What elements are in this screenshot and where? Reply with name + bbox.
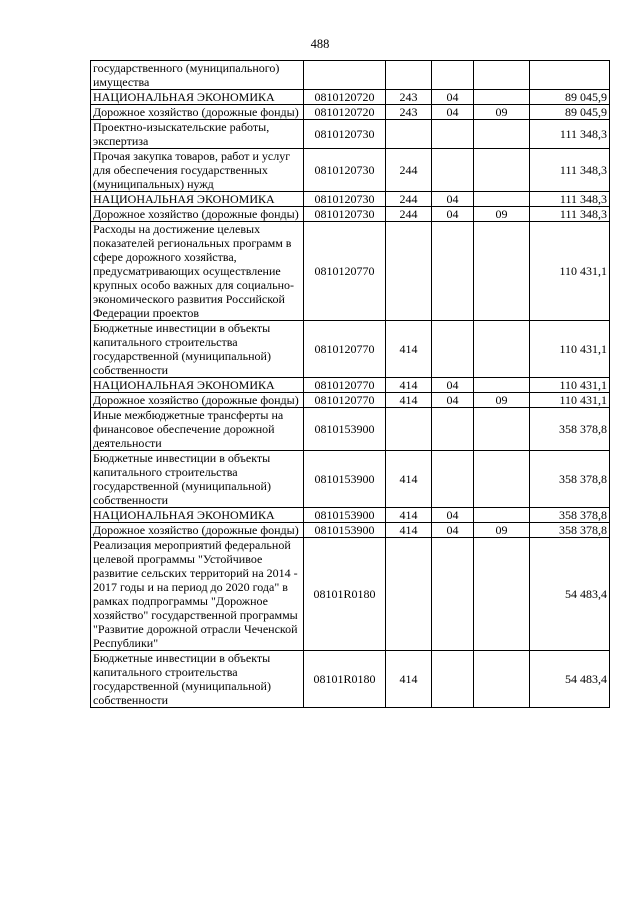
row-expense-type-cell [386, 61, 432, 90]
row-target-code-cell: 0810120730 [304, 207, 386, 222]
table-row [91, 61, 610, 90]
row-name-cell: Иные межбюджетные трансферты на финансовое обеспечение дорожной деятельности [91, 408, 304, 451]
table-row [91, 408, 610, 451]
row-amount-cell: 111 348,3 [530, 192, 610, 207]
row-expense-type-cell [386, 408, 432, 451]
row-amount-cell: 54 483,4 [530, 651, 610, 708]
row-name-cell: Проектно-изыскательские работы, экспертиза [91, 120, 304, 149]
row-target-code-cell: 0810120730 [304, 149, 386, 192]
table-row [91, 192, 610, 207]
budget-table-body [91, 61, 610, 708]
row-section-cell: 04 [432, 192, 474, 207]
row-expense-type-cell: 414 [386, 523, 432, 538]
table-row [91, 538, 610, 651]
row-section-cell [432, 408, 474, 451]
row-expense-type-cell [386, 120, 432, 149]
row-section-cell [432, 321, 474, 378]
row-subsection-cell [474, 61, 530, 90]
row-name-cell: Дорожное хозяйство (дорожные фонды) [91, 207, 304, 222]
row-name-cell: Дорожное хозяйство (дорожные фонды) [91, 393, 304, 408]
row-section-cell: 04 [432, 207, 474, 222]
row-subsection-cell [474, 222, 530, 321]
row-expense-type-cell: 244 [386, 149, 432, 192]
row-expense-type-cell: 244 [386, 192, 432, 207]
row-amount-cell: 111 348,3 [530, 207, 610, 222]
row-subsection-cell [474, 538, 530, 651]
row-target-code-cell: 0810120770 [304, 222, 386, 321]
row-section-cell: 04 [432, 90, 474, 105]
row-subsection-cell [474, 149, 530, 192]
row-section-cell [432, 538, 474, 651]
row-section-cell: 04 [432, 393, 474, 408]
row-target-code-cell: 0810120730 [304, 192, 386, 207]
row-amount-cell: 358 378,8 [530, 408, 610, 451]
row-subsection-cell: 09 [474, 523, 530, 538]
row-subsection-cell [474, 378, 530, 393]
row-target-code-cell: 0810120770 [304, 393, 386, 408]
row-expense-type-cell: 414 [386, 321, 432, 378]
row-name-cell: Прочая закупка товаров, работ и услуг для обеспечения государственных (муниципальных) нужд [91, 149, 304, 192]
row-target-code-cell: 0810153900 [304, 451, 386, 508]
table-row [91, 90, 610, 105]
row-subsection-cell [474, 451, 530, 508]
row-section-cell: 04 [432, 105, 474, 120]
row-expense-type-cell: 414 [386, 451, 432, 508]
row-name-cell: Дорожное хозяйство (дорожные фонды) [91, 523, 304, 538]
row-subsection-cell: 09 [474, 393, 530, 408]
row-name-cell: Реализация мероприятий федеральной целевой программы "Устойчивое развитие сельских территорий на 2014 - 2017 годы и на период до 2020 года" в рамках подпрограммы "Дорожное хозяйство" государственной программы "Развитие дорожной отрасли Чеченской Республики" [91, 538, 304, 651]
row-target-code-cell: 0810153900 [304, 523, 386, 538]
row-amount-cell: 89 045,9 [530, 90, 610, 105]
row-target-code-cell: 0810153900 [304, 508, 386, 523]
row-expense-type-cell [386, 538, 432, 651]
row-section-cell [432, 61, 474, 90]
row-subsection-cell: 09 [474, 105, 530, 120]
row-expense-type-cell: 414 [386, 378, 432, 393]
row-name-cell: НАЦИОНАЛЬНАЯ ЭКОНОМИКА [91, 378, 304, 393]
row-amount-cell [530, 61, 610, 90]
row-amount-cell: 111 348,3 [530, 149, 610, 192]
row-expense-type-cell: 243 [386, 90, 432, 105]
row-subsection-cell [474, 120, 530, 149]
row-target-code-cell: 0810120720 [304, 105, 386, 120]
row-name-cell: Дорожное хозяйство (дорожные фонды) [91, 105, 304, 120]
table-row [91, 105, 610, 120]
row-name-cell: Бюджетные инвестиции в объекты капитального строительства государственной (муниципальной) собственности [91, 321, 304, 378]
row-expense-type-cell: 244 [386, 207, 432, 222]
row-target-code-cell: 08101R0180 [304, 651, 386, 708]
table-row [91, 149, 610, 192]
row-target-code-cell [304, 61, 386, 90]
row-target-code-cell: 0810120730 [304, 120, 386, 149]
row-section-cell: 04 [432, 523, 474, 538]
row-expense-type-cell [386, 222, 432, 321]
row-section-cell: 04 [432, 378, 474, 393]
row-amount-cell: 110 431,1 [530, 222, 610, 321]
row-subsection-cell: 09 [474, 207, 530, 222]
row-expense-type-cell: 414 [386, 508, 432, 523]
row-section-cell [432, 451, 474, 508]
table-row [91, 508, 610, 523]
table-row [91, 378, 610, 393]
row-section-cell: 04 [432, 508, 474, 523]
table-row [91, 120, 610, 149]
row-section-cell [432, 149, 474, 192]
row-subsection-cell [474, 192, 530, 207]
row-name-cell: НАЦИОНАЛЬНАЯ ЭКОНОМИКА [91, 192, 304, 207]
table-row [91, 523, 610, 538]
row-section-cell [432, 120, 474, 149]
row-name-cell: Бюджетные инвестиции в объекты капитального строительства государственной (муниципальной) собственности [91, 451, 304, 508]
row-expense-type-cell: 414 [386, 393, 432, 408]
table-row [91, 321, 610, 378]
row-target-code-cell: 0810153900 [304, 408, 386, 451]
row-expense-type-cell: 414 [386, 651, 432, 708]
row-amount-cell: 358 378,8 [530, 508, 610, 523]
row-amount-cell: 110 431,1 [530, 321, 610, 378]
row-subsection-cell [474, 321, 530, 378]
table-row [91, 451, 610, 508]
row-name-cell: Расходы на достижение целевых показателей региональных программ в сфере дорожного хозяйства, предусматривающих осуществление крупных особо важных для социально-экономического развития Российской Федерации проектов [91, 222, 304, 321]
table-row [91, 393, 610, 408]
row-section-cell [432, 222, 474, 321]
row-amount-cell: 358 378,8 [530, 451, 610, 508]
row-subsection-cell [474, 508, 530, 523]
table-row [91, 207, 610, 222]
row-name-cell: НАЦИОНАЛЬНАЯ ЭКОНОМИКА [91, 90, 304, 105]
row-expense-type-cell: 243 [386, 105, 432, 120]
row-name-cell: государственного (муниципального) имущества [91, 61, 304, 90]
row-name-cell: Бюджетные инвестиции в объекты капитального строительства государственной (муниципальной) собственности [91, 651, 304, 708]
row-amount-cell: 54 483,4 [530, 538, 610, 651]
table-row [91, 222, 610, 321]
row-subsection-cell [474, 651, 530, 708]
row-subsection-cell [474, 90, 530, 105]
table-row [91, 651, 610, 708]
row-section-cell [432, 651, 474, 708]
row-name-cell: НАЦИОНАЛЬНАЯ ЭКОНОМИКА [91, 508, 304, 523]
row-target-code-cell: 0810120770 [304, 321, 386, 378]
row-amount-cell: 111 348,3 [530, 120, 610, 149]
row-subsection-cell [474, 408, 530, 451]
row-target-code-cell: 0810120770 [304, 378, 386, 393]
budget-table [90, 60, 610, 708]
row-amount-cell: 89 045,9 [530, 105, 610, 120]
page-number: 488 [310, 37, 330, 51]
row-target-code-cell: 0810120720 [304, 90, 386, 105]
row-amount-cell: 358 378,8 [530, 523, 610, 538]
row-amount-cell: 110 431,1 [530, 393, 610, 408]
row-amount-cell: 110 431,1 [530, 378, 610, 393]
row-target-code-cell: 08101R0180 [304, 538, 386, 651]
